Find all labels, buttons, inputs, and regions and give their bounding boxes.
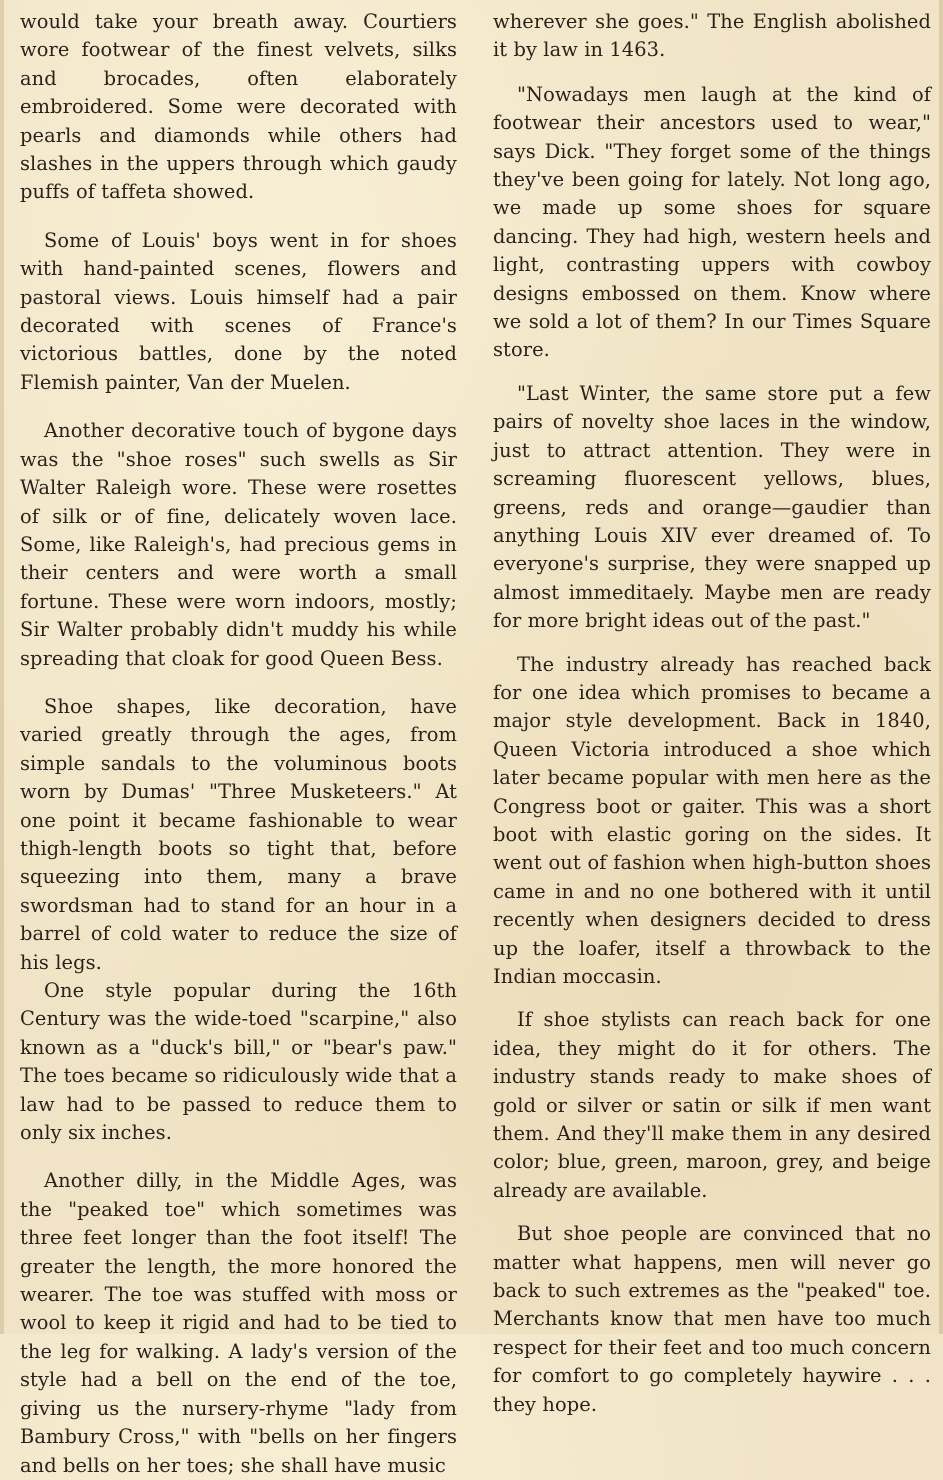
paragraph: would take your breath away. Courtiers wore footwear of the finest velvets, silks and brocades, often elaborately embroidered. Some were decorated with pearls and diamonds while others had slashes in the uppers through which gaudy puffs of taffeta showed. <box>20 10 457 204</box>
paragraph: Another dilly, in the Middle Ages, was the "peaked toe" which sometimes was three feet longer than the foot itself! The greater the length, the more honored the wearer. The toe was stuffed with moss or wool to keep it rigid and had to be tied to the leg for walking. A lady's version of the style had a bell on the end of the toe, giving us the nursery-rhyme "lady from Bambury Cross," with "bells on her fingers and bells on her toes; she shall have music <box>20 1169 457 1477</box>
paragraph: But shoe people are convinced that no matter what happens, men will never go back to such extremes as the "peaked" toe. Merchants know that men have too much respect for their feet and too much concern for comfort to go completely haywire . . . they hope. <box>493 1222 931 1416</box>
paragraph: Shoe shapes, like decoration, have varied greatly through the ages, from simple sandals to the voluminous boots worn by Dumas' "Three Musketeers." At one point it became fashionable to wear thigh-length boots so tight that, before squeezing into them, many a brave swordsman had to stand for an hour in a barrel of cold water to reduce the size of his legs. <box>20 694 457 974</box>
paragraph: "Last Winter, the same store put a few pairs of novelty shoe laces in the window, just to attract attention. They were in screaming fluorescent yellows, blues, greens, reds and orange—gaudier than anything Louis XIV ever dreamed of. To everyone's surprise, they were snapped up almost immeditaely. Maybe men are ready for more bright ideas out of the past." <box>493 381 931 633</box>
paragraph: Some of Louis' boys went in for shoes with hand-painted scenes, flowers and pastoral views. Louis himself had a pair decorated with scenes of France's victorious battles, done by the noted Flemish painter, Van der Muelen. <box>20 228 457 394</box>
paragraph: One style popular during the 16th Century was the wide-toed "scarpine," also known as a "duck's bill," or "bear's paw." The toes became so ridiculously wide that a law had to be passed to reduce them to only six inches. <box>20 979 457 1145</box>
paragraph: Another decorative touch of bygone days was the "shoe roses" such swells as Sir Walter Raleigh wore. These were rosettes of silk or of fine, delicately woven lace. Some, like Raleigh's, had precious gems in their centers and were worth a small fortune. These were worn indoors, mostly; Sir Walter probably didn't muddy his while spreading that cloak for good Queen Bess. <box>20 419 457 670</box>
page-left-edge <box>0 0 4 1334</box>
page-right-edge <box>939 0 943 1334</box>
paragraph: wherever she goes." The English abolished it by law in 1463. <box>493 10 931 62</box>
right-column <box>493 8 931 1434</box>
left-column <box>20 8 457 1480</box>
paragraph: If shoe stylists can reach back for one idea, they might do it for others. The industry stands ready to make shoes of gold or silver or satin or silk if men want them. And they'll make them in any desired color; blue, green, maroon, grey, and beige already are available. <box>493 1008 931 1202</box>
paragraph: The industry already has reached back for one idea which promises to became a major style development. Back in 1840, Queen Victoria introduced a shoe which later became popular with men here as the Congress boot or gaiter. This was a short boot with elastic goring on the sides. It went out of fashion when high-button shoes came in and no one bothered with it until recently when designers decided to dress up the loafer, itself a throwback to the Indian moccasin. <box>493 652 931 988</box>
paragraph: "Nowadays men laugh at the kind of footwear their ancestors used to wear," says Dick. "They forget some of the things they've been going for lately. Not long ago, we made up some shoes for square dancing. They had high, western heels and light, contrasting uppers with cowboy designs embossed on them. Know where we sold a lot of them? In our Times Square store. <box>493 82 931 362</box>
